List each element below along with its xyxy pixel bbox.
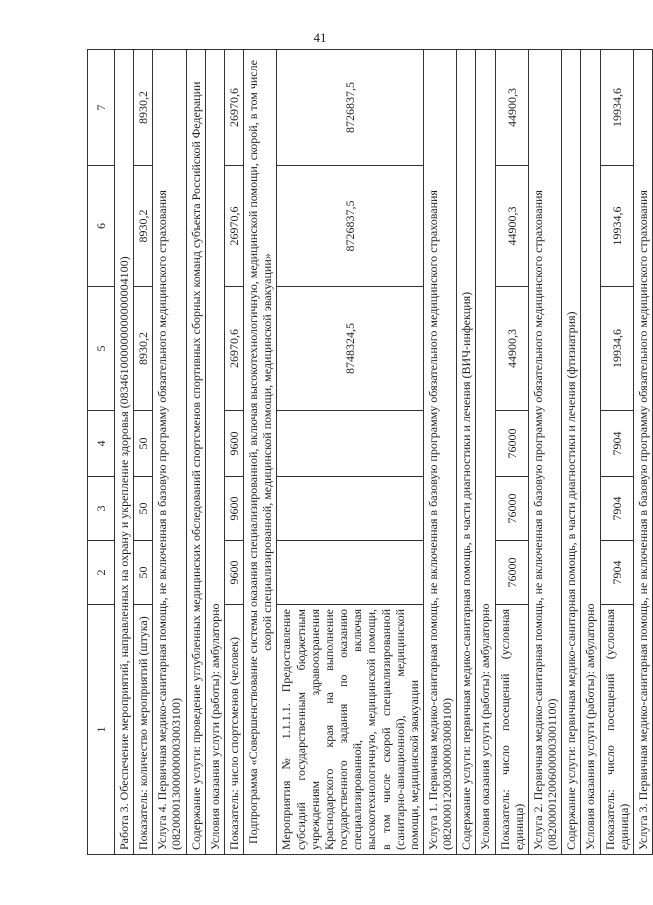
section-text: Содержание услуги: первичная медико-санитарная помощь, в части диагностики и лечения (фтизиатрия) <box>562 50 581 855</box>
column-header: 4 <box>88 411 115 477</box>
value-cell: 8930,2 <box>134 50 153 166</box>
value-cell: 44900,3 <box>495 166 528 287</box>
section-text: Услуга 3. Первичная медико-санитарная помощь, не включенная в базовую программу обязательного медицинского страхования <box>633 50 652 855</box>
section-text: Содержание услуги: проведение углубленных медицинских обследований спортсменов спортивных сборных команд субъекта Российской Федерации <box>186 50 205 855</box>
table-row <box>495 50 528 855</box>
table-row <box>277 50 424 855</box>
table-row <box>600 50 633 855</box>
section-text: Подпрограмма «Совершенствование системы оказания специализированной, включая высокотехнологичную, медицинской помощи, скорой, в том числе скорой специализированной, медицинской помощи, медицинской эвакуации» <box>244 50 277 855</box>
row-label: Показатель: число посещений (условная единица) <box>495 605 528 855</box>
value-cell: 7904 <box>600 411 633 477</box>
value-cell: 8748324,5 <box>277 287 424 411</box>
row-label: Мероприятия № 1.1.1.1. Предоставление субсидий государственным бюджетным учреждениям здравоохранения Краснодарского края на выполнение государственного задания по оказанию специализированной, включая высокотехнологичную, медицинской помощи, в том числе скорой специализированной (санитарно-авиационной), медицинской помощи, медицинской эвакуации <box>277 605 424 855</box>
table-row <box>476 50 495 855</box>
budget-table <box>87 49 653 855</box>
column-header: 1 <box>88 605 115 855</box>
value-cell: 8726837,5 <box>277 166 424 287</box>
value-cell: 9600 <box>224 477 243 541</box>
table-row <box>528 50 561 855</box>
section-text: Условия оказания услуги (работы): амбулаторно <box>205 50 224 855</box>
value-cell: 76000 <box>495 411 528 477</box>
table-row <box>153 50 186 855</box>
value-cell <box>277 411 424 477</box>
table-row <box>633 50 652 855</box>
table-header-row <box>88 50 115 855</box>
row-label: Показатель: число спортсменов (человек) <box>224 605 243 855</box>
value-cell: 26970,6 <box>224 287 243 411</box>
value-cell: 19934,6 <box>600 287 633 411</box>
table-row <box>423 50 456 855</box>
section-text: Содержание услуги: первичная медико-санитарная помощь, в части диагностики и лечения (ВИЧ-инфекция) <box>457 50 476 855</box>
column-header: 5 <box>88 287 115 411</box>
section-text: Работа 3. Обеспечение мероприятий, направленных на охрану и укрепление здоровья (083461000000000000004100) <box>115 50 134 855</box>
value-cell: 26970,6 <box>224 50 243 166</box>
rotated-table-container <box>87 50 650 855</box>
row-label: Показатель: количество мероприятий (штука) <box>134 605 153 855</box>
value-cell: 9600 <box>224 541 243 605</box>
value-cell <box>277 477 424 541</box>
value-cell: 19934,6 <box>600 50 633 166</box>
table-row <box>134 50 153 855</box>
table-row <box>457 50 476 855</box>
value-cell: 76000 <box>495 477 528 541</box>
table-row <box>244 50 277 855</box>
value-cell: 50 <box>134 541 153 605</box>
table-row <box>205 50 224 855</box>
section-text: Услуга 2. Первичная медико-санитарная помощь, не включенная в базовую программу обязательного медицинского страхования (082000012006000003001100) <box>528 50 561 855</box>
value-cell <box>277 541 424 605</box>
column-header: 7 <box>88 50 115 166</box>
value-cell: 44900,3 <box>495 50 528 166</box>
value-cell: 9600 <box>224 411 243 477</box>
section-text: Условия оказания услуги (работы): амбулаторно <box>581 50 600 855</box>
section-text: Услуга 1. Первичная медико-санитарная помощь, не включенная в базовую программу обязательного медицинского страхования (082000012003000003008100) <box>423 50 456 855</box>
value-cell: 8930,2 <box>134 287 153 411</box>
value-cell: 7904 <box>600 477 633 541</box>
table-row <box>581 50 600 855</box>
column-header: 3 <box>88 477 115 541</box>
value-cell: 26970,6 <box>224 166 243 287</box>
section-text: Условия оказания услуги (работы): амбулаторно <box>476 50 495 855</box>
value-cell: 7904 <box>600 541 633 605</box>
column-header: 6 <box>88 166 115 287</box>
value-cell: 8930,2 <box>134 166 153 287</box>
value-cell: 50 <box>134 411 153 477</box>
column-header: 2 <box>88 541 115 605</box>
value-cell: 50 <box>134 477 153 541</box>
table-row <box>115 50 134 855</box>
value-cell: 19934,6 <box>600 166 633 287</box>
section-text: Услуга 4. Первичная медико-санитарная помощь, не включенная в базовую программу обязательного медицинского страхования (082000013000000003003100) <box>153 50 186 855</box>
row-label: Показатель: число посещений (условная единица) <box>600 605 633 855</box>
table-row <box>224 50 243 855</box>
table-row <box>562 50 581 855</box>
value-cell: 44900,3 <box>495 287 528 411</box>
page-number: 41 <box>313 30 327 45</box>
table-row <box>186 50 205 855</box>
value-cell: 8726837,5 <box>277 50 424 166</box>
value-cell: 76000 <box>495 541 528 605</box>
